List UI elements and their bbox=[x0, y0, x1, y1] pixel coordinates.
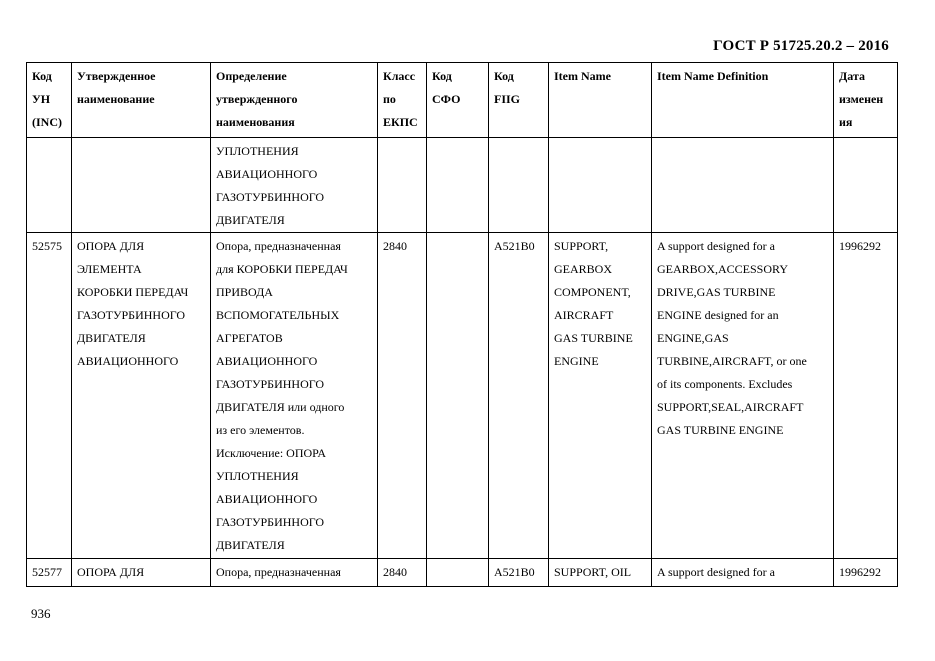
cell-approved-name: ОПОРА ДЛЯ ЭЛЕМЕНТА КОРОБКИ ПЕРЕДАЧ ГАЗОТУРБИННОГО ДВИГАТЕЛЯ АВИАЦИОННОГО bbox=[72, 233, 211, 559]
table-row bbox=[27, 559, 898, 587]
header-item-name-definition: Item Name Definition bbox=[652, 63, 834, 138]
cell-definition: УПЛОТНЕНИЯ АВИАЦИОННОГО ГАЗОТУРБИННОГО ДВИГАТЕЛЯ bbox=[211, 138, 378, 233]
cell-item-name: SUPPORT, OIL bbox=[549, 559, 652, 587]
header-ekps-class: Класс по ЕКПС bbox=[378, 63, 427, 138]
cell-change-date: 1996292 bbox=[834, 559, 898, 587]
item-registry-table bbox=[26, 62, 898, 587]
cell-sfo-code bbox=[427, 138, 489, 233]
cell-item-name-definition: A support designed for a GEARBOX,ACCESSORY DRIVE,GAS TURBINE ENGINE designed for an ENGINE,GAS TURBINE,AIRCRAFT, or one of its components. Excludes SUPPORT,SEAL,AIRCRAFT GAS TURBINE ENGINE bbox=[652, 233, 834, 559]
table-row bbox=[27, 233, 898, 559]
cell-item-name: SUPPORT, GEARBOX COMPONENT, AIRCRAFT GAS TURBINE ENGINE bbox=[549, 233, 652, 559]
header-definition: Определение утвержденного наименования bbox=[211, 63, 378, 138]
header-change-date: Дата изменен ия bbox=[834, 63, 898, 138]
cell-ekps-class: 2840 bbox=[378, 233, 427, 559]
header-fiig-code: Код FIIG bbox=[489, 63, 549, 138]
header-inc: Код УН (INC) bbox=[27, 63, 72, 138]
header-approved-name: Утвержденное наименование bbox=[72, 63, 211, 138]
cell-fiig-code: A521B0 bbox=[489, 233, 549, 559]
cell-item-name bbox=[549, 138, 652, 233]
cell-definition: Опора, предназначенная bbox=[211, 559, 378, 587]
table-row bbox=[27, 138, 898, 233]
cell-item-name-definition: A support designed for a bbox=[652, 559, 834, 587]
table-header-row bbox=[27, 63, 898, 138]
cell-ekps-class: 2840 bbox=[378, 559, 427, 587]
cell-inc bbox=[27, 138, 72, 233]
cell-inc: 52577 bbox=[27, 559, 72, 587]
cell-fiig-code: A521B0 bbox=[489, 559, 549, 587]
header-item-name: Item Name bbox=[549, 63, 652, 138]
cell-fiig-code bbox=[489, 138, 549, 233]
cell-sfo-code bbox=[427, 559, 489, 587]
cell-change-date bbox=[834, 138, 898, 233]
cell-sfo-code bbox=[427, 233, 489, 559]
document-standard-title: ГОСТ Р 51725.20.2 – 2016 bbox=[713, 38, 889, 54]
cell-ekps-class bbox=[378, 138, 427, 233]
header-sfo-code: Код СФО bbox=[427, 63, 489, 138]
cell-change-date: 1996292 bbox=[834, 233, 898, 559]
cell-definition: Опора, предназначенная для КОРОБКИ ПЕРЕДАЧ ПРИВОДА ВСПОМОГАТЕЛЬНЫХ АГРЕГАТОВ АВИАЦИОННОГО ГАЗОТУРБИННОГО ДВИГАТЕЛЯ или одного из его элементов. Исключение: ОПОРА УПЛОТНЕНИЯ АВИАЦИОННОГО ГАЗОТУРБИННОГО ДВИГАТЕЛЯ bbox=[211, 233, 378, 559]
page-number: 936 bbox=[31, 606, 51, 621]
cell-approved-name bbox=[72, 138, 211, 233]
cell-inc: 52575 bbox=[27, 233, 72, 559]
cell-approved-name: ОПОРА ДЛЯ bbox=[72, 559, 211, 587]
cell-item-name-definition bbox=[652, 138, 834, 233]
